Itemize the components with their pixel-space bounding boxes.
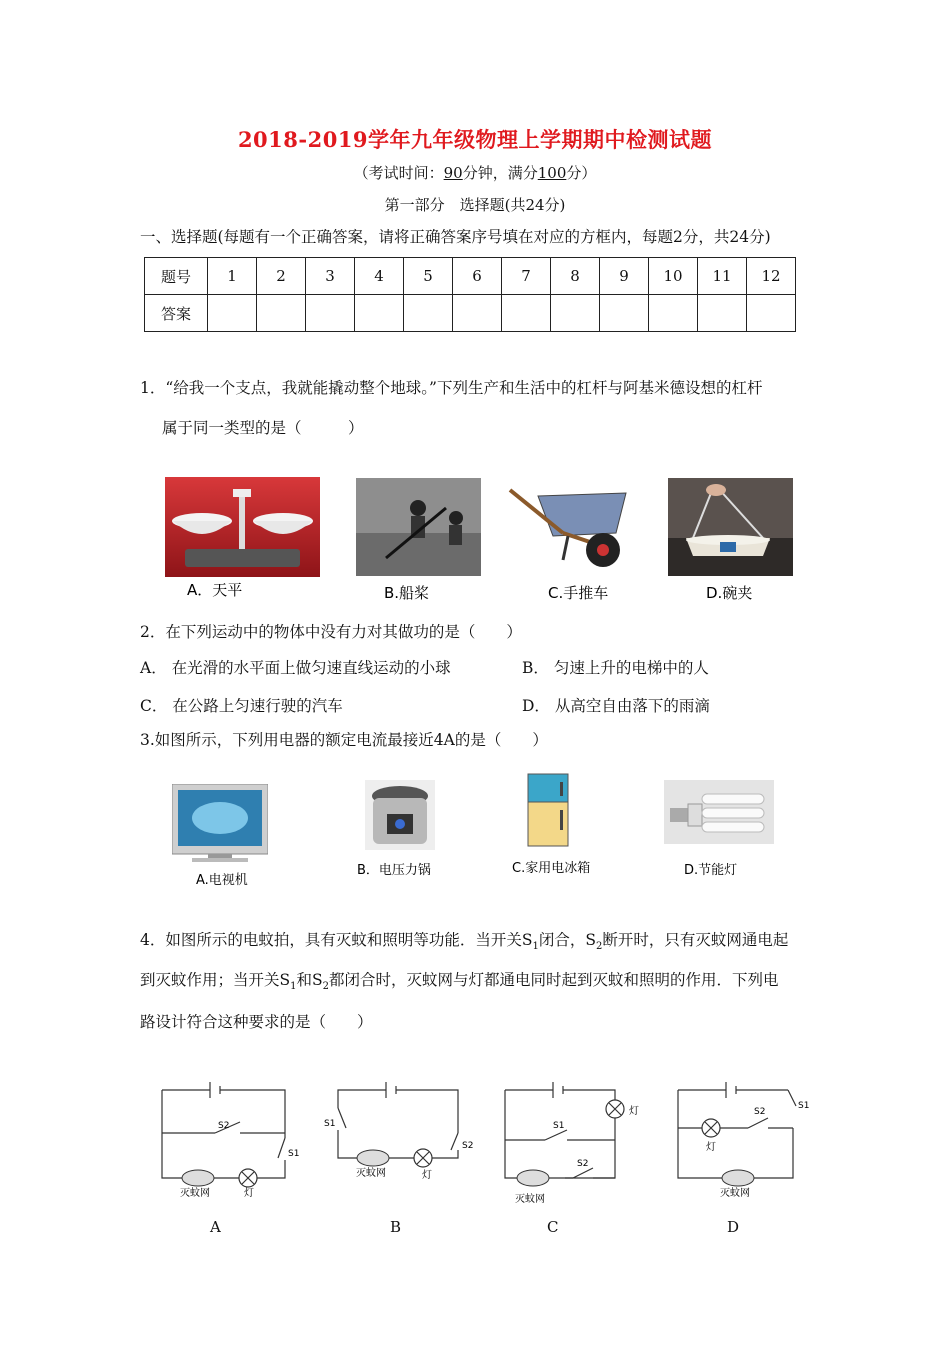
q1-line1: 1．“给我一个支点，我就能撬动整个地球。”下列生产和生活中的杠杆与阿基米德设想的杠杆 [140,379,763,397]
paddle-image [356,478,481,606]
subscript: 2 [322,981,329,993]
q4-text: 都闭合时，灭蚊网与灯都通电同时起到灭蚊和照明的作用．下列电 [329,971,779,989]
lamp-label: 灯 [244,1188,254,1198]
answer-cell[interactable] [600,295,649,332]
q4-line1 [140,928,788,952]
exam-time: 90 [443,164,463,182]
q2-option-b: B． 匀速上升的电梯中的人 [522,659,709,677]
exam-info-suffix: 分） [566,164,597,182]
q1-line2: 属于同一类型的是（ ） [162,419,364,437]
circuit-c [495,1078,655,1208]
q3-option-c: C.家用电冰箱 [512,861,591,876]
answer-cell[interactable] [404,295,453,332]
switch-label: S1 [798,1101,810,1111]
exam-info-mid: 分钟，满分 [462,164,538,182]
q4-line2 [140,968,779,992]
switch-label: S2 [754,1107,766,1117]
pressure-cooker-image [355,780,445,880]
circuit-a [150,1078,310,1198]
page-title: 2018-2019学年九年级物理上学期期中检测试题 [237,127,713,152]
net-label: 灭蚊网 [515,1194,545,1205]
answer-cell[interactable] [453,295,502,332]
q1-option-a: A．天平 [187,581,243,599]
bowl-clip-image [668,478,793,606]
answer-cell[interactable] [306,295,355,332]
balance-scale-image [165,477,320,602]
section1-instruction: 一、选择题(每题有一个正确答案，请将正确答案序号填在对应的方框内，每题2分，共24分) [140,228,771,246]
q1-option-d: D.碗夹 [706,584,753,602]
energy-saving-lamp-image [664,780,774,880]
switch-label: S2 [218,1121,230,1131]
table-cell: 6 [453,258,502,295]
circuit-label-d: D [727,1218,740,1236]
answer-cell[interactable] [208,295,257,332]
table-cell: 12 [747,258,796,295]
answer-cell[interactable] [698,295,747,332]
answer-cell[interactable] [502,295,551,332]
switch-label: S2 [577,1159,589,1169]
net-label: 灭蚊网 [720,1188,750,1198]
circuit-d [668,1078,828,1198]
lamp-label: 灯 [629,1106,639,1117]
answer-table [144,257,796,332]
q4-text: 闭合，S [538,931,596,949]
table-cell: 5 [404,258,453,295]
table-cell: 9 [600,258,649,295]
row-label-number: 题号 [145,258,208,295]
q1-option-b: B.船桨 [384,584,430,602]
exam-info-prefix: （考试时间： [353,164,444,182]
q2-option-c: C． 在公路上匀速行驶的汽车 [140,697,343,715]
circuit-b [318,1078,478,1198]
answer-cell[interactable] [551,295,600,332]
lamp-label: 灯 [706,1142,716,1153]
table-cell: 7 [502,258,551,295]
q4-line3: 路设计符合这种要求的是（ ） [140,1013,373,1031]
lamp-label: 灯 [422,1170,432,1181]
q1-option-c: C.手推车 [548,584,609,602]
q4-text: 和S [296,971,323,989]
net-label: 灭蚊网 [356,1168,386,1179]
subscript: 1 [532,941,539,953]
q4-text: 4．如图所示的电蚊拍，具有灭蚊和照明等功能．当开关S [140,931,533,949]
q3-option-a: A.电视机 [196,873,248,888]
table-cell: 3 [306,258,355,295]
table-cell: 8 [551,258,600,295]
q2-stem: 2．在下列运动中的物体中没有力对其做功的是（ ） [140,623,522,641]
part1-heading: 第一部分 选择题(共24分) [384,196,566,214]
q3-option-d: D.节能灯 [684,863,738,878]
net-label: 灭蚊网 [180,1188,210,1198]
table-cell: 1 [208,258,257,295]
table-cell: 10 [649,258,698,295]
table-row [145,295,796,332]
answer-cell[interactable] [747,295,796,332]
table-row [145,258,796,295]
exam-info [0,162,950,183]
switch-label: S1 [553,1121,565,1131]
switch-label: S2 [462,1141,474,1151]
circuit-label-c: C [547,1218,559,1236]
switch-label: S1 [324,1119,336,1129]
answer-cell[interactable] [649,295,698,332]
subscript: 2 [595,941,603,953]
circuit-label-a: A [210,1218,221,1236]
answer-cell[interactable] [355,295,404,332]
exam-score: 100 [537,164,567,182]
table-cell: 2 [257,258,306,295]
fridge-image [510,772,600,882]
answer-cell[interactable] [257,295,306,332]
circuit-label-b: B [390,1218,402,1236]
q3-stem: 3.如图所示，下列用电器的额定电流最接近4A的是（ ） [140,731,548,749]
table-cell: 4 [355,258,404,295]
q4-text: 到灭蚊作用；当开关S [140,971,291,989]
tv-image [172,784,268,890]
switch-label: S1 [288,1149,300,1159]
q4-text: 断开时，只有灭蚊网通电起 [602,931,789,949]
q3-option-b: B．电压力锅 [357,863,431,878]
row-label-answer: 答案 [145,295,208,332]
table-cell: 11 [698,258,747,295]
q2-option-a: A． 在光滑的水平面上做匀速直线运动的小球 [140,659,451,677]
wheelbarrow-image [508,478,638,606]
subscript: 1 [290,981,297,993]
q2-option-d: D． 从高空自由落下的雨滴 [522,697,710,715]
